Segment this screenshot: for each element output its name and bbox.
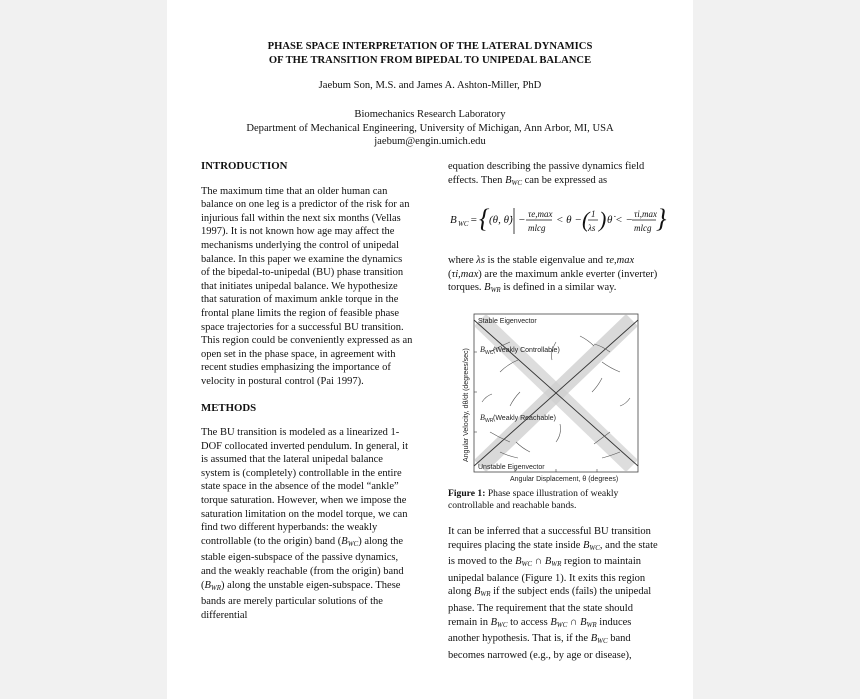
eq-lhs: B [450,214,457,227]
paper-page [167,0,693,699]
email: jaebum@engin.umich.edu [374,136,486,147]
figure-caption: Figure 1: Phase space illustration of weakly controllable and reachable bands. [448,487,619,512]
bwr-label: (Weakly Reachable) [493,414,556,422]
right-column [448,160,667,675]
authors: Jaebum Son, M.S. and James A. Ashton-Miller, PhD [318,80,542,91]
lab-name: Biomechanics Research Laboratory [354,109,506,120]
equation-bwc [448,196,667,244]
y-axis-label: Angular Velocity, dθ/dt (degrees/sec) [463,348,470,462]
svg-text:−: − [518,214,526,227]
svg-text:WC: WC [458,220,469,229]
svg-text:1: 1 [591,209,596,220]
methods-heading: METHODS [201,401,257,414]
svg-text:(: ( [582,207,590,233]
svg-text:=: = [470,214,478,227]
svg-text:{: { [479,204,490,234]
methods-text: The BU transition is modeled as a linearized 1-DOF collocated inverted pendulum. In general, it is assumed that the lateral unipedal balance system is (completely) controllable in the entire state space in the absence of the model “ankle” torque saturation. However, when we impose the saturation limitation on the model torque, we can find two different hyperbands: the weakly controllable (to the origin) band $(B_{WC})$ along the stable eigen-subspace of the passive dynamics, and the weakly reachable (from the origin) band $(B_{WR})$ along the unstable eigen-subspace. These bands are merely particular solutions of the differential [201,427,409,621]
title-line-2: OF THE TRANSITION FROM BIPEDAL TO UNIPEDAL BALANCE [268,55,592,66]
phase-space-diagram [460,312,642,484]
title-line-1: PHASE SPACE INTERPRETATION OF THE LATERAL DYNAMICS [267,41,593,52]
svg-text:): ) [599,207,607,233]
svg-text:B: B [480,412,485,422]
svg-text:< θ −: < θ − [556,214,582,227]
x-axis-label: Angular Displacement, θ (degrees) [510,475,619,483]
affiliation [167,108,693,149]
intro-heading: INTRODUCTION [201,160,288,172]
svg-text:λs: λs [588,223,596,234]
equation-graphic [448,196,667,244]
right-para-3: It can be inferred that a successful BU transition requires placing the state inside $B_{WC}$, and the state is moved to the $B_{WC}$ ∩ $B_{WR}$ region to maintain unipedal balance (Figure 1). It exits this region along $B_{WR}$ if the subject ends (fails) the unipedal phase. The requirement that the state should remain in $B_{WC}$ to access $B_{WC}$ ∩ $B_{WR}$ induces another hypothesis. That is, if the $B_{WC}$ band becomes narrowed (e.g., by age or disease), [448,525,658,661]
svg-text:(θ, θ̇): (θ, θ̇) [489,214,513,227]
svg-text:}: } [656,204,667,234]
intro-text: The maximum time that an older human can balance on one leg is a predictor of the risk for an injurious fall within the next six months (Vellas 1997). It is not known how age may affect the mechanisms underlying the control of unipedal balance. In this paper we examine the dynamics of the bipedal-to-unipedal (BU) phase transition that initiates unipedal balance. We hypothesize that saturation of maximum ankle torque in the frontal plane limits the region of feasible phase space trajectories for a successful BU transition. This region could be conveniently expressed as an open set in the phase space, in agreement with recent studies emphasizing the importance of velocity in postural control (Pai 1997). [201,185,413,387]
right-para-2: where λs is the stable eigenvalue and τe,max (τi,max) are the maximum ankle everter (inverter) torques. $B_{WR}$ is defined in a similar way. [448,255,658,295]
svg-text:mlcg: mlcg [634,223,652,234]
stable-eigenvector-label: Stable Eigenvector [478,317,537,325]
unstable-eigenvector-label: Unstable Eigenvector [478,463,545,471]
phase-space-figure [460,312,660,484]
bwc-label: (Weakly Controllable) [493,346,560,354]
department: Department of Mechanical Engineering, University of Michigan, Ann Arbor, MI, USA [246,122,614,134]
svg-text:mlcg: mlcg [528,223,546,234]
svg-text:WC: WC [485,349,494,356]
svg-text:θ̇ < −: θ̇ < − [607,214,633,227]
left-column [201,160,413,635]
svg-text:τi,max: τi,max [634,209,657,220]
svg-text:WR: WR [485,417,494,424]
right-para-1: equation describing the passive dynamics field effects. Then $B_{WC}$ can be expressed as [448,161,645,187]
svg-text:τe,max: τe,max [528,209,553,220]
svg-text:B: B [480,344,485,354]
paper-title [167,40,693,68]
